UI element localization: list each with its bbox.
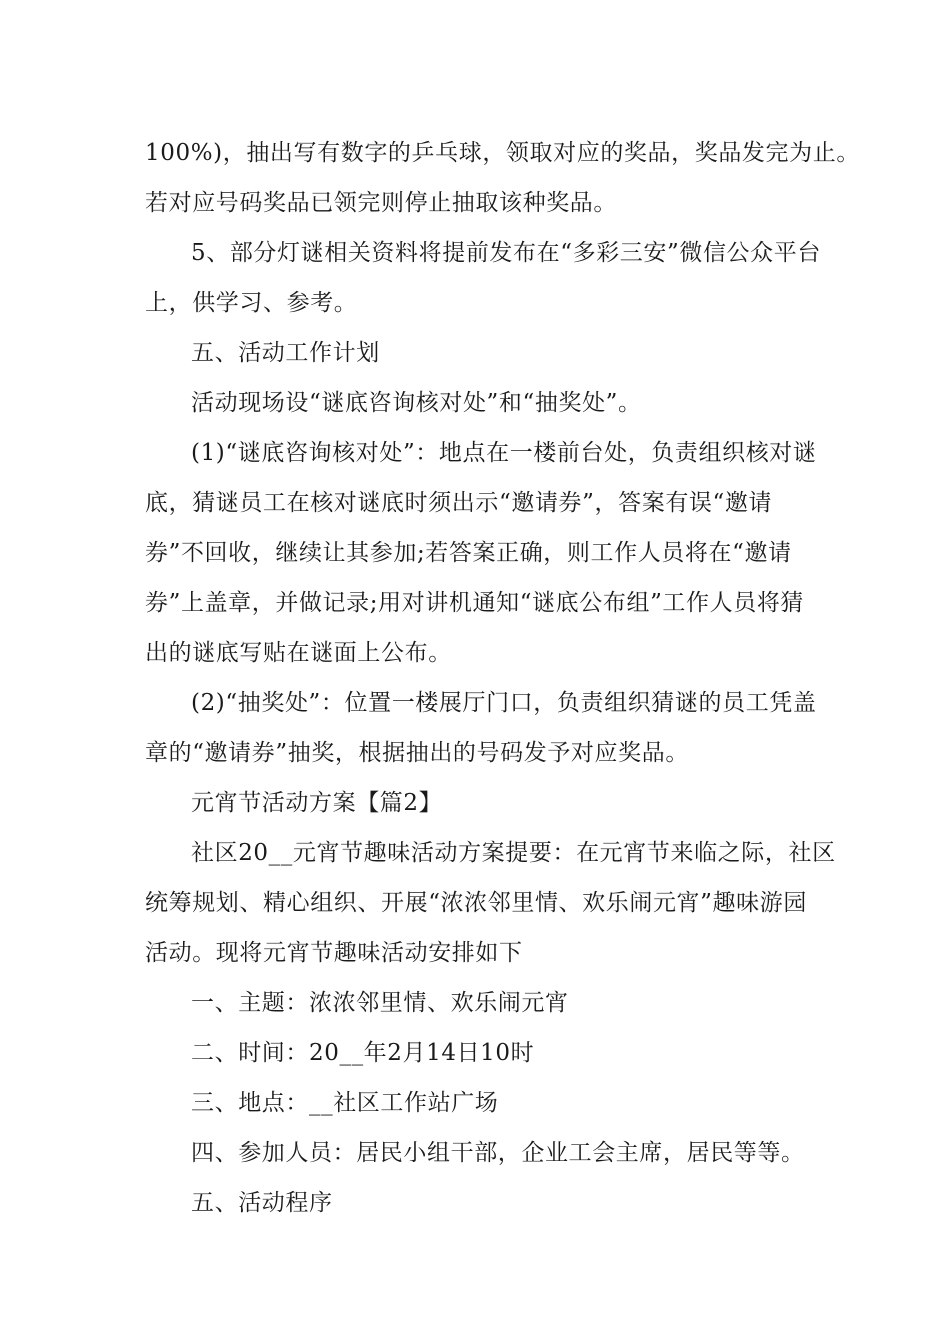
section-title: 元宵节活动方案【篇2】 [191, 790, 443, 816]
list-item: 二、时间：20__年2月14日10时 [191, 1040, 535, 1066]
section-heading: 五、活动工作计划 [191, 340, 380, 366]
list-item: 五、活动程序 [191, 1190, 333, 1216]
list-item: 四、参加人员：居民小组干部，企业工会主席，居民等等。 [191, 1140, 805, 1166]
text-line: 100%)，抽出写有数字的乒乓球，领取对应的奖品，奖品发完为止。 [145, 140, 860, 166]
text-line: 上，供学习、参考。 [145, 290, 358, 316]
list-item: 一、主题：浓浓邻里情、欢乐闹元宵 [191, 990, 569, 1016]
text-line: 统筹规划、精心组织、开展“浓浓邻里情、欢乐闹元宵”趣味游园 [145, 890, 807, 916]
text-line: 若对应号码奖品已领完则停止抽取该种奖品。 [145, 190, 617, 216]
text-line: (1)“谜底咨询核对处”：地点在一楼前台处，负责组织核对谜 [191, 440, 817, 466]
text-line: 活动现场设“谜底咨询核对处”和“抽奖处”。 [191, 390, 642, 416]
text-line: 券”上盖章，并做记录;用对讲机通知“谜底公布组”工作人员将猜 [145, 590, 805, 616]
text-line: 社区20__元宵节趣味活动方案提要：在元宵节来临之际，社区 [191, 840, 836, 866]
text-line: 5、部分灯谜相关资料将提前发布在“多彩三安”微信公众平台 [191, 240, 821, 266]
text-line: 出的谜底写贴在谜面上公布。 [145, 640, 452, 666]
text-line: 章的“邀请券”抽奖，根据抽出的号码发予对应奖品。 [145, 740, 689, 766]
text-line: 底，猜谜员工在核对谜底时须出示“邀请券”，答案有误“邀请 [145, 490, 773, 516]
document-body [145, 128, 860, 1228]
text-line: (2)“抽奖处”：位置一楼展厅门口，负责组织猜谜的员工凭盖 [191, 690, 817, 716]
list-item: 三、地点：__社区工作站广场 [191, 1090, 499, 1116]
text-line: 券”不回收，继续让其参加;若答案正确，则工作人员将在“邀请 [145, 540, 792, 566]
text-line: 活动。现将元宵节趣味活动安排如下 [145, 940, 523, 966]
